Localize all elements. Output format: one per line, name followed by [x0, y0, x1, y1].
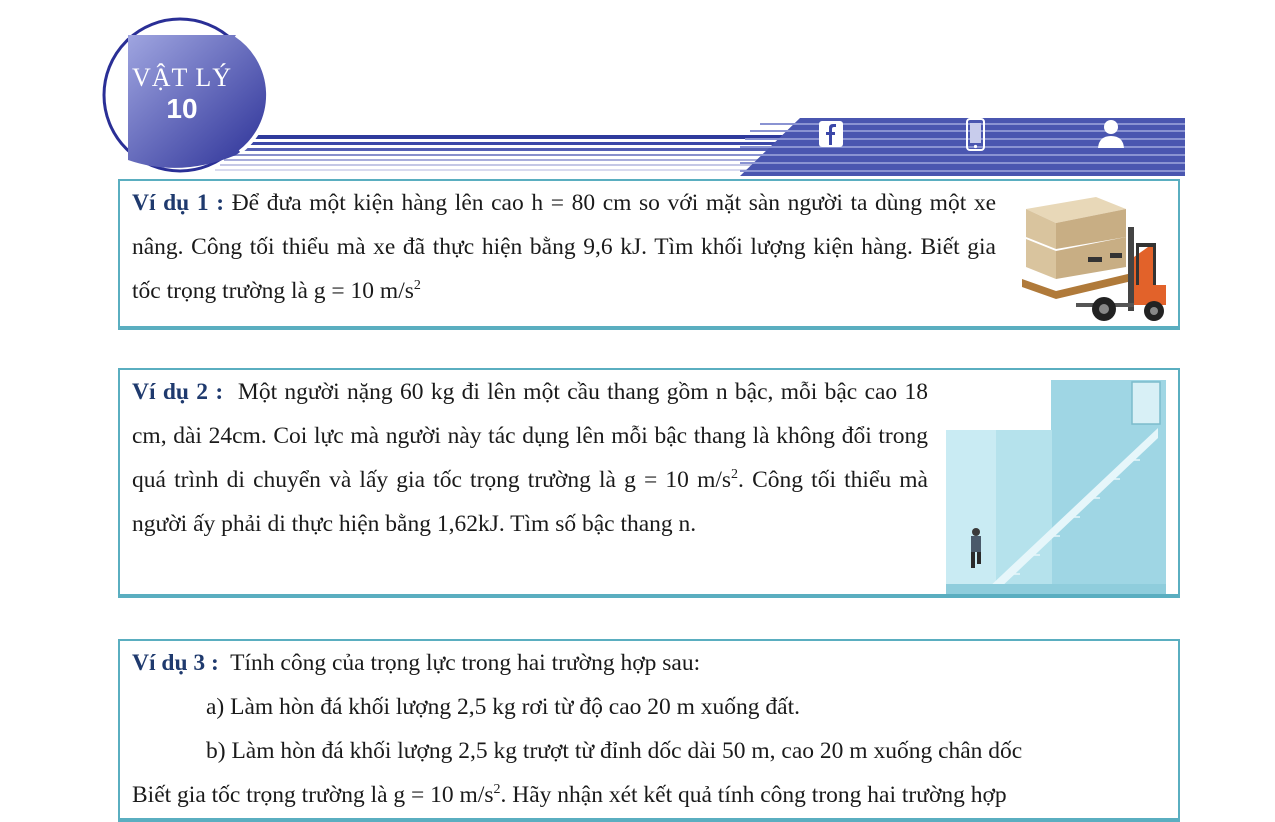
example-2-box — [118, 368, 1180, 598]
example-1-text — [132, 181, 996, 313]
example-3-sup: 2 — [493, 782, 501, 798]
user-icon[interactable] — [1095, 118, 1127, 150]
example-3-outro-b: . Hãy nhận xét kết quả tính công trong hai trường hợp — [500, 782, 1007, 808]
example-2-body-b: . Công tối thiểu mà người ấy phải di thực hiện bằng 1,62kJ. Tìm số bậc thang n. — [132, 467, 928, 537]
example-3-outro-a: Biết gia tốc trọng trường là g = 10 m/s — [132, 782, 494, 808]
subject-badge-label — [128, 64, 236, 126]
facebook-icon[interactable] — [818, 120, 844, 150]
stairs-image — [946, 380, 1168, 594]
example-2-sup: 2 — [731, 467, 739, 483]
forklift-image — [1016, 187, 1166, 325]
example-3-intro: Tính công của trọng lực trong hai trường hợp sau: — [230, 650, 701, 676]
example-1-body: Để đưa một kiện hàng lên cao h = 80 cm so với mặt sàn người ta dùng một xe nâng. Công tối thiểu mà xe đã thực hiện bằng 9,6 kJ. Tìm khối lượng kiện hàng. Biết gia tốc trọng trường là g = 10 m/s — [132, 190, 997, 304]
phone-icon[interactable] — [965, 118, 987, 152]
example-3-item-b: b) Làm hòn đá khối lượng 2,5 kg trượt từ đỉnh dốc dài 50 m, cao 20 m xuống chân dốc — [206, 738, 1023, 764]
example-1-box — [118, 179, 1180, 330]
example-3-outro — [132, 773, 1168, 817]
example-3-label: Ví dụ 3 : — [132, 650, 219, 676]
example-1-label: Ví dụ 1 : — [132, 190, 225, 216]
page-header — [0, 0, 1275, 180]
subject-title: VẬT LÝ — [131, 63, 233, 92]
example-3-text — [132, 641, 1168, 817]
example-2-body-a: Một người nặng 60 kg đi lên một cầu thang gồm n bậc, mỗi bậc cao 18 cm, dài 24cm. Coi lực mà người này tác dụng lên mỗi bậc thang là không đổi trong quá trình di chuyển và lấy gia tốc trọng trường là g = 10 m/s — [132, 379, 929, 493]
example-3-intro-line — [132, 641, 1168, 685]
example-3-box — [118, 639, 1180, 822]
example-1-sup: 2 — [413, 278, 421, 294]
header-stripes — [215, 118, 1185, 176]
example-2-text — [132, 370, 928, 546]
example-2-label: Ví dụ 2 : — [132, 379, 224, 405]
example-3-item-a: a) Làm hòn đá khối lượng 2,5 kg rơi từ độ cao 20 m xuống đất. — [206, 694, 800, 720]
grade-number: 10 — [166, 93, 198, 124]
